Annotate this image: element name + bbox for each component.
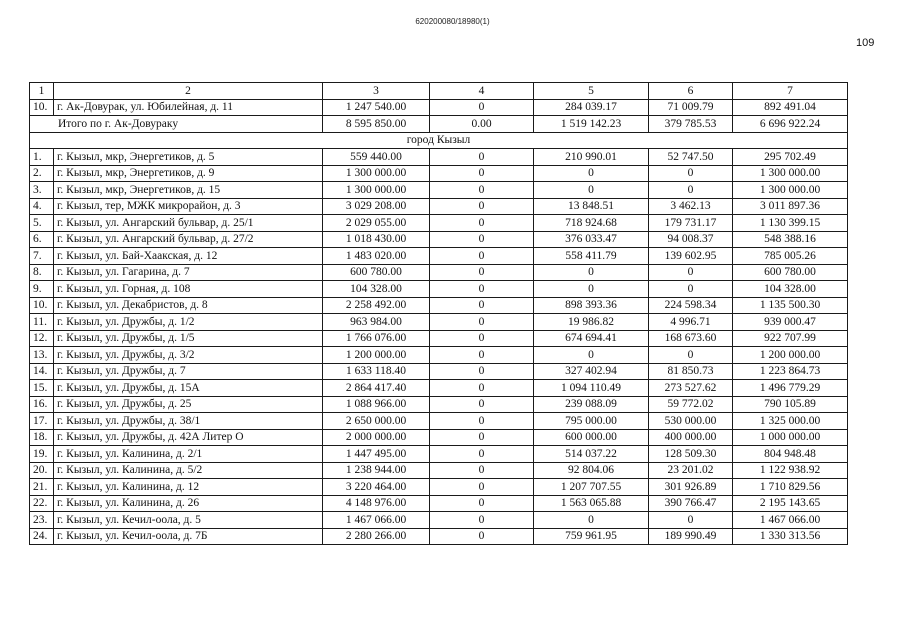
- value-cell: 2 650 000.00: [323, 413, 430, 430]
- row-number: 3.: [30, 182, 54, 199]
- value-cell: 0: [430, 396, 534, 413]
- row-number: 10.: [30, 99, 54, 116]
- column-header: 4: [430, 83, 534, 100]
- value-cell: 1 766 076.00: [323, 330, 430, 347]
- section-row: [30, 132, 848, 149]
- address-cell: г. Кызыл, мкр, Энергетиков, д. 5: [54, 149, 323, 166]
- value-cell: 168 673.60: [649, 330, 733, 347]
- total-value: 8 595 850.00: [323, 116, 430, 133]
- value-cell: 804 948.48: [733, 446, 848, 463]
- table-row: [30, 396, 848, 413]
- value-cell: 0: [430, 462, 534, 479]
- value-cell: 1 130 399.15: [733, 215, 848, 232]
- value-cell: 0: [649, 264, 733, 281]
- value-cell: 674 694.41: [534, 330, 649, 347]
- table-row: [30, 462, 848, 479]
- column-header: 3: [323, 83, 430, 100]
- value-cell: 0: [430, 297, 534, 314]
- value-cell: 2 864 417.40: [323, 380, 430, 397]
- table-row: [30, 231, 848, 248]
- address-cell: г. Кызыл, ул. Декабристов, д. 8: [54, 297, 323, 314]
- value-cell: 1 200 000.00: [733, 347, 848, 364]
- address-cell: г. Кызыл, ул. Дружбы, д. 42А Литер О: [54, 429, 323, 446]
- value-cell: 13 848.51: [534, 198, 649, 215]
- document-id: 620200080/18980(1): [415, 17, 490, 26]
- table-row: [30, 264, 848, 281]
- column-header: 2: [54, 83, 323, 100]
- value-cell: 210 990.01: [534, 149, 649, 166]
- value-cell: 0: [649, 512, 733, 529]
- value-cell: 0: [430, 347, 534, 364]
- row-number: 9.: [30, 281, 54, 298]
- table-row: [30, 248, 848, 265]
- page-number: 109: [856, 37, 875, 49]
- value-cell: 0: [430, 215, 534, 232]
- value-cell: 2 280 266.00: [323, 528, 430, 545]
- value-cell: 1 300 000.00: [733, 182, 848, 199]
- row-number: 6.: [30, 231, 54, 248]
- value-cell: 94 008.37: [649, 231, 733, 248]
- table-row: [30, 363, 848, 380]
- table-row: [30, 198, 848, 215]
- value-cell: 0: [430, 429, 534, 446]
- table-row: [30, 347, 848, 364]
- value-cell: 4 148 976.00: [323, 495, 430, 512]
- value-cell: 2 258 492.00: [323, 297, 430, 314]
- value-cell: 400 000.00: [649, 429, 733, 446]
- value-cell: 0: [534, 165, 649, 182]
- value-cell: 0: [430, 231, 534, 248]
- value-cell: 0: [649, 281, 733, 298]
- table-row: [30, 281, 848, 298]
- value-cell: 189 990.49: [649, 528, 733, 545]
- table-row: [30, 182, 848, 199]
- row-number: 4.: [30, 198, 54, 215]
- address-cell: г. Кызыл, ул. Дружбы, д. 7: [54, 363, 323, 380]
- row-number: 1.: [30, 149, 54, 166]
- address-cell: г. Кызыл, мкр, Энергетиков, д. 15: [54, 182, 323, 199]
- value-cell: 104 328.00: [323, 281, 430, 298]
- value-cell: 0: [430, 479, 534, 496]
- section-title: город Кызыл: [30, 132, 848, 149]
- value-cell: 327 402.94: [534, 363, 649, 380]
- address-cell: г. Кызыл, ул. Дружбы, д. 1/5: [54, 330, 323, 347]
- table-row: [30, 413, 848, 430]
- address-cell: г. Кызыл, ул. Бай-Хаакская, д. 12: [54, 248, 323, 265]
- table-row: [30, 495, 848, 512]
- column-header: 1: [30, 83, 54, 100]
- value-cell: 0: [430, 512, 534, 529]
- value-cell: 2 000 000.00: [323, 429, 430, 446]
- value-cell: 0: [430, 446, 534, 463]
- value-cell: 1 300 000.00: [733, 165, 848, 182]
- value-cell: 0: [534, 182, 649, 199]
- value-cell: 0: [649, 347, 733, 364]
- address-cell: г. Кызыл, ул. Калинина, д. 26: [54, 495, 323, 512]
- value-cell: 224 598.34: [649, 297, 733, 314]
- value-cell: 1 325 000.00: [733, 413, 848, 430]
- address-cell: г. Кызыл, ул. Калинина, д. 2/1: [54, 446, 323, 463]
- value-cell: 0: [430, 264, 534, 281]
- address-cell: г. Кызыл, ул. Кечил-оола, д. 5: [54, 512, 323, 529]
- value-cell: 1 207 707.55: [534, 479, 649, 496]
- address-cell: г. Кызыл, ул. Дружбы, д. 38/1: [54, 413, 323, 430]
- total-label: Итого по г. Ак-Довураку: [30, 116, 323, 133]
- value-cell: 284 039.17: [534, 99, 649, 116]
- address-cell: г. Кызыл, тер, МЖК микрорайон, д. 3: [54, 198, 323, 215]
- value-cell: 0: [430, 248, 534, 265]
- row-number: 19.: [30, 446, 54, 463]
- data-table: [29, 82, 848, 545]
- value-cell: 1 247 540.00: [323, 99, 430, 116]
- value-cell: 0: [649, 165, 733, 182]
- value-cell: 139 602.95: [649, 248, 733, 265]
- value-cell: 1 094 110.49: [534, 380, 649, 397]
- row-number: 13.: [30, 347, 54, 364]
- value-cell: 104 328.00: [733, 281, 848, 298]
- total-value: 6 696 922.24: [733, 116, 848, 133]
- value-cell: 1 330 313.56: [733, 528, 848, 545]
- value-cell: 1 088 966.00: [323, 396, 430, 413]
- row-number: 17.: [30, 413, 54, 430]
- value-cell: 3 220 464.00: [323, 479, 430, 496]
- value-cell: 963 984.00: [323, 314, 430, 331]
- table-row: [30, 479, 848, 496]
- total-value: 0.00: [430, 116, 534, 133]
- table-row: [30, 380, 848, 397]
- address-cell: г. Кызыл, ул. Дружбы, д. 25: [54, 396, 323, 413]
- value-cell: 530 000.00: [649, 413, 733, 430]
- value-cell: 1 633 118.40: [323, 363, 430, 380]
- value-cell: 1 223 864.73: [733, 363, 848, 380]
- value-cell: 922 707.99: [733, 330, 848, 347]
- value-cell: 0: [430, 182, 534, 199]
- value-cell: 2 195 143.65: [733, 495, 848, 512]
- value-cell: 52 747.50: [649, 149, 733, 166]
- value-cell: 0: [430, 165, 534, 182]
- value-cell: 3 462.13: [649, 198, 733, 215]
- table-row: [30, 165, 848, 182]
- value-cell: 128 509.30: [649, 446, 733, 463]
- value-cell: 301 926.89: [649, 479, 733, 496]
- value-cell: 759 961.95: [534, 528, 649, 545]
- value-cell: 718 924.68: [534, 215, 649, 232]
- value-cell: 81 850.73: [649, 363, 733, 380]
- value-cell: 600 000.00: [534, 429, 649, 446]
- value-cell: 1 135 500.30: [733, 297, 848, 314]
- address-cell: г. Кызыл, ул. Дружбы, д. 3/2: [54, 347, 323, 364]
- row-number: 5.: [30, 215, 54, 232]
- table-row: [30, 330, 848, 347]
- value-cell: 4 996.71: [649, 314, 733, 331]
- value-cell: 19 986.82: [534, 314, 649, 331]
- row-number: 14.: [30, 363, 54, 380]
- row-number: 23.: [30, 512, 54, 529]
- value-cell: 376 033.47: [534, 231, 649, 248]
- address-cell: г. Кызыл, ул. Калинина, д. 5/2: [54, 462, 323, 479]
- value-cell: 1 496 779.29: [733, 380, 848, 397]
- value-cell: 0: [430, 314, 534, 331]
- row-number: 20.: [30, 462, 54, 479]
- value-cell: 892 491.04: [733, 99, 848, 116]
- value-cell: 939 000.47: [733, 314, 848, 331]
- value-cell: 600 780.00: [323, 264, 430, 281]
- value-cell: 514 037.22: [534, 446, 649, 463]
- row-number: 15.: [30, 380, 54, 397]
- value-cell: 1 483 020.00: [323, 248, 430, 265]
- table-row: [30, 429, 848, 446]
- row-number: 8.: [30, 264, 54, 281]
- value-cell: 1 018 430.00: [323, 231, 430, 248]
- address-cell: г. Кызыл, ул. Горная, д. 108: [54, 281, 323, 298]
- value-cell: 273 527.62: [649, 380, 733, 397]
- value-cell: 0: [430, 528, 534, 545]
- value-cell: 0: [430, 413, 534, 430]
- value-cell: 0: [430, 330, 534, 347]
- value-cell: 1 467 066.00: [323, 512, 430, 529]
- row-number: 16.: [30, 396, 54, 413]
- table-row: [30, 446, 848, 463]
- value-cell: 0: [534, 281, 649, 298]
- column-header: 5: [534, 83, 649, 100]
- value-cell: 1 122 938.92: [733, 462, 848, 479]
- row-number: 22.: [30, 495, 54, 512]
- value-cell: 1 447 495.00: [323, 446, 430, 463]
- value-cell: 3 011 897.36: [733, 198, 848, 215]
- address-cell: г. Кызыл, ул. Гагарина, д. 7: [54, 264, 323, 281]
- value-cell: 59 772.02: [649, 396, 733, 413]
- value-cell: 1 710 829.56: [733, 479, 848, 496]
- row-number: 21.: [30, 479, 54, 496]
- value-cell: 0: [430, 198, 534, 215]
- value-cell: 795 000.00: [534, 413, 649, 430]
- value-cell: 785 005.26: [733, 248, 848, 265]
- address-cell: г. Кызыл, ул. Кечил-оола, д. 7Б: [54, 528, 323, 545]
- address-cell: г. Кызыл, ул. Дружбы, д. 1/2: [54, 314, 323, 331]
- table-row: [30, 512, 848, 529]
- table-row: [30, 297, 848, 314]
- row-number: 7.: [30, 248, 54, 265]
- value-cell: 1 238 944.00: [323, 462, 430, 479]
- value-cell: 790 105.89: [733, 396, 848, 413]
- value-cell: 92 804.06: [534, 462, 649, 479]
- value-cell: 1 467 066.00: [733, 512, 848, 529]
- value-cell: 1 300 000.00: [323, 165, 430, 182]
- value-cell: 23 201.02: [649, 462, 733, 479]
- value-cell: 548 388.16: [733, 231, 848, 248]
- value-cell: 295 702.49: [733, 149, 848, 166]
- value-cell: 390 766.47: [649, 495, 733, 512]
- value-cell: 1 300 000.00: [323, 182, 430, 199]
- row-number: 10.: [30, 297, 54, 314]
- table-row: [30, 149, 848, 166]
- total-value: 1 519 142.23: [534, 116, 649, 133]
- table-row: [30, 528, 848, 545]
- value-cell: 239 088.09: [534, 396, 649, 413]
- value-cell: 0: [534, 347, 649, 364]
- value-cell: 1 200 000.00: [323, 347, 430, 364]
- value-cell: 559 440.00: [323, 149, 430, 166]
- value-cell: 0: [534, 264, 649, 281]
- value-cell: 0: [430, 281, 534, 298]
- row-number: 2.: [30, 165, 54, 182]
- value-cell: 0: [534, 512, 649, 529]
- value-cell: 0: [430, 380, 534, 397]
- table-body: [30, 83, 848, 545]
- column-number-row: [30, 83, 848, 100]
- address-cell: г. Кызыл, ул. Ангарский бульвар, д. 27/2: [54, 231, 323, 248]
- value-cell: 71 009.79: [649, 99, 733, 116]
- value-cell: 0: [430, 99, 534, 116]
- value-cell: 2 029 055.00: [323, 215, 430, 232]
- value-cell: 0: [430, 149, 534, 166]
- address-cell: г. Кызыл, ул. Ангарский бульвар, д. 25/1: [54, 215, 323, 232]
- total-row: [30, 116, 848, 133]
- value-cell: 898 393.36: [534, 297, 649, 314]
- table-row: [30, 215, 848, 232]
- value-cell: 0: [430, 495, 534, 512]
- address-cell: г. Кызыл, ул. Калинина, д. 12: [54, 479, 323, 496]
- address-cell: г. Ак-Довурак, ул. Юбилейная, д. 11: [54, 99, 323, 116]
- column-header: 7: [733, 83, 848, 100]
- value-cell: 1 563 065.88: [534, 495, 649, 512]
- value-cell: 558 411.79: [534, 248, 649, 265]
- value-cell: 3 029 208.00: [323, 198, 430, 215]
- table-row: [30, 314, 848, 331]
- value-cell: 1 000 000.00: [733, 429, 848, 446]
- column-header: 6: [649, 83, 733, 100]
- value-cell: 0: [649, 182, 733, 199]
- row-number: 11.: [30, 314, 54, 331]
- value-cell: 600 780.00: [733, 264, 848, 281]
- address-cell: г. Кызыл, мкр, Энергетиков, д. 9: [54, 165, 323, 182]
- row-number: 24.: [30, 528, 54, 545]
- row-number: 18.: [30, 429, 54, 446]
- address-cell: г. Кызыл, ул. Дружбы, д. 15А: [54, 380, 323, 397]
- table-row: [30, 99, 848, 116]
- value-cell: 179 731.17: [649, 215, 733, 232]
- row-number: 12.: [30, 330, 54, 347]
- value-cell: 0: [430, 363, 534, 380]
- total-value: 379 785.53: [649, 116, 733, 133]
